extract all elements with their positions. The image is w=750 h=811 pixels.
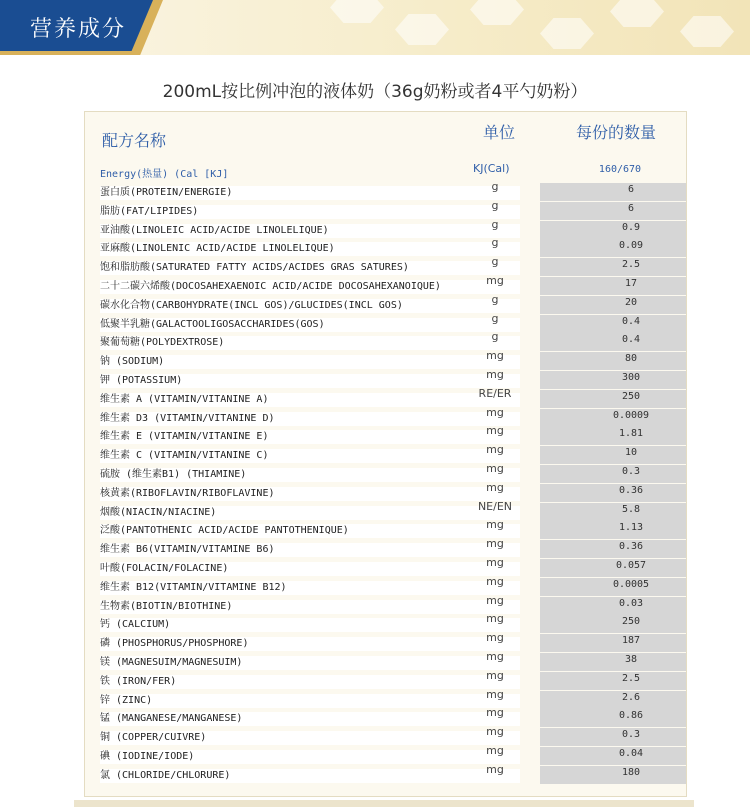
nutrition-table	[84, 111, 687, 797]
column-header-name: 配方名称	[102, 131, 167, 150]
nutrient-value: 0.9	[621, 221, 641, 233]
table-row	[85, 443, 686, 465]
nutrient-name: 聚葡萄糖(POLYDEXTROSE)	[100, 336, 520, 350]
nutrient-value: 0.0009	[612, 409, 650, 421]
table-row	[85, 706, 686, 728]
nutrient-unit: mg	[486, 593, 504, 607]
nutrient-value: 0.36	[618, 541, 644, 553]
nutrient-unit: mg	[486, 668, 504, 682]
nutrient-unit: mg	[486, 762, 504, 776]
nutrient-name: 泛酸(PANTOTHENIC ACID/ACIDE PANTOTHENIQUE)	[100, 524, 520, 538]
table-row	[85, 537, 686, 559]
nutrient-value: 17	[624, 277, 638, 289]
nutrient-value: 0.3	[621, 465, 641, 477]
table-row	[85, 762, 686, 785]
nutrient-name: 二十二碳六烯酸(DOCOSAHEXAENOIC ACID/ACIDE DOCOSAHEXANOIQUE)	[100, 280, 520, 294]
table-row	[85, 405, 686, 428]
table-row	[85, 480, 686, 503]
nutrient-value: 0.3	[621, 729, 641, 741]
table-row	[85, 236, 686, 258]
nutrient-name: 磷 (PHOSPHORUS/PHOSPHORE)	[100, 637, 520, 651]
table-row	[85, 311, 686, 334]
nutrient-value: 0.057	[615, 559, 647, 571]
hexagon-decoration	[330, 0, 384, 23]
nutrient-value: 38	[624, 653, 638, 665]
nutrient-unit: mg	[486, 405, 504, 419]
nutrient-value: 80	[624, 353, 638, 365]
nutrient-unit: g	[491, 217, 499, 231]
nutrient-value: 250	[621, 390, 641, 402]
hexagon-decoration	[470, 0, 524, 25]
table-row	[85, 668, 686, 691]
energy-row-unit: KJ(Cal)	[473, 162, 510, 175]
table-row	[85, 424, 686, 446]
nutrient-unit: mg	[486, 273, 504, 287]
nutrient-name: 蛋白质(PROTEIN/ENERGIE)	[100, 186, 520, 200]
nutrient-unit: g	[491, 198, 499, 212]
hexagon-decoration	[610, 0, 664, 27]
nutrient-unit: mg	[486, 555, 504, 569]
nutrient-value: 0.4	[621, 315, 641, 327]
nutrient-name: 维生素 E (VITAMIN/VITANINE E)	[100, 430, 520, 444]
table-row	[85, 574, 686, 597]
nutrient-value: 0.4	[621, 334, 641, 346]
nutrient-value: 0.09	[618, 240, 644, 252]
nutrient-name: 锰 (MANGANESE/MANGANESE)	[100, 712, 520, 726]
nutrient-value: 0.86	[618, 710, 644, 722]
nutrient-unit: g	[491, 236, 499, 250]
hexagon-decoration	[540, 18, 594, 49]
nutrient-unit: mg	[486, 443, 504, 457]
section-banner	[0, 0, 750, 55]
nutrient-unit: g	[491, 292, 499, 306]
nutrient-unit: g	[491, 311, 499, 325]
nutrient-name: 铁 (IRON/FER)	[100, 675, 520, 689]
nutrient-name: 脂肪(FAT/LIPIDES)	[100, 205, 520, 219]
nutrient-unit: mg	[486, 461, 504, 475]
nutrient-unit: mg	[486, 424, 504, 438]
column-header-unit: 单位	[483, 123, 516, 142]
nutrient-unit: mg	[486, 649, 504, 663]
nutrient-name: 铜 (COPPER/CUIVRE)	[100, 731, 520, 745]
nutrient-name: 核黄素(RIBOFLAVIN/RIBOFLAVINE)	[100, 487, 520, 501]
nutrient-value: 180	[621, 766, 641, 778]
nutrient-unit: mg	[486, 480, 504, 494]
nutrient-unit: mg	[486, 687, 504, 701]
bottom-divider	[74, 800, 694, 807]
table-row	[85, 499, 686, 522]
nutrient-name: 维生素 C (VITAMIN/VITANINE C)	[100, 449, 520, 463]
table-row	[85, 631, 686, 653]
nutrient-value: 2.5	[621, 259, 641, 271]
nutrient-name: 维生素 B12(VITAMIN/VITAMINE B12)	[100, 581, 520, 595]
nutrient-name: 碘 (IODINE/IODE)	[100, 750, 520, 764]
nutrient-name: 钙 (CALCIUM)	[100, 618, 520, 632]
table-row	[85, 386, 686, 409]
nutrient-name: 烟酸(NIACIN/NIACINE)	[100, 506, 520, 520]
nutrient-value: 2.5	[621, 672, 641, 684]
nutrient-name: 亚油酸(LINOLEIC ACID/ACIDE LINOLELIQUE)	[100, 224, 520, 238]
nutrient-name: 维生素 D3 (VITAMIN/VITANINE D)	[100, 412, 520, 426]
energy-row-name: Energy(热量) (Cal [KJ]	[100, 169, 229, 180]
nutrient-value: 1.13	[618, 522, 644, 534]
nutrient-value: 1.81	[618, 428, 644, 440]
nutrient-rows	[85, 180, 686, 785]
table-row	[85, 273, 686, 296]
table-row	[85, 593, 686, 616]
table-row	[85, 180, 686, 202]
nutrient-unit: NE/EN	[477, 499, 513, 513]
table-row	[85, 349, 686, 371]
nutrient-name: 硫胺 (维生素B1) (THIAMINE)	[100, 468, 520, 482]
nutrient-name: 碳水化合物(CARBOHYDRATE(INCL GOS)/GLUCIDES(INCL GOS)	[100, 299, 520, 313]
nutrient-name: 锌 (ZINC)	[100, 694, 520, 708]
nutrient-name: 氯 (CHLORIDE/CHLORURE)	[100, 769, 520, 783]
nutrient-name: 钾 (POTASSIUM)	[100, 374, 520, 388]
banner-title: 营养成分	[30, 17, 127, 42]
nutrient-value: 5.8	[621, 503, 641, 515]
page-subtitle: 200mL按比例冲泡的液体奶（36g奶粉或者4平勺奶粉）	[162, 82, 588, 102]
hexagon-decoration	[680, 16, 734, 47]
nutrient-unit: mg	[486, 612, 504, 626]
nutrient-unit: RE/ER	[478, 386, 512, 400]
nutrient-value: 2.6	[621, 691, 641, 703]
nutrient-value: 6	[627, 202, 635, 214]
table-row	[85, 743, 686, 766]
nutrient-unit: g	[491, 255, 499, 269]
table-row	[85, 198, 686, 221]
nutrient-value: 0.0005	[612, 578, 650, 590]
nutrient-value: 20	[624, 296, 638, 308]
table-row	[85, 725, 686, 747]
nutrient-value: 300	[621, 371, 641, 383]
nutrient-value: 6	[627, 184, 635, 195]
table-row	[85, 367, 686, 390]
table-row	[85, 330, 686, 352]
table-row	[85, 255, 686, 277]
nutrient-name: 镁 (MAGNESUIM/MAGNESUIM)	[100, 656, 520, 670]
table-row	[85, 649, 686, 672]
nutrient-name: 饱和脂肪酸(SATURATED FATTY ACIDS/ACIDES GRAS SATURES)	[100, 261, 520, 275]
table-row	[85, 612, 686, 634]
nutrient-unit: mg	[486, 518, 504, 532]
nutrient-name: 叶酸(FOLACIN/FOLACINE)	[100, 562, 520, 576]
table-row	[85, 687, 686, 710]
column-header-amount: 每份的数量	[576, 123, 657, 142]
nutrient-unit: g	[491, 180, 499, 193]
energy-row-value: 160/670	[598, 164, 642, 175]
nutrient-value: 10	[624, 447, 638, 459]
table-row	[85, 292, 686, 315]
nutrient-name: 维生素 B6(VITAMIN/VITAMINE B6)	[100, 543, 520, 557]
table-row	[85, 217, 686, 240]
nutrient-unit: mg	[486, 706, 504, 720]
nutrient-unit: mg	[486, 574, 504, 588]
nutrient-unit: mg	[486, 349, 504, 363]
table-row	[85, 518, 686, 540]
nutrient-unit: mg	[486, 367, 504, 381]
nutrient-name: 钠 (SODIUM)	[100, 355, 520, 369]
nutrient-name: 生物素(BIOTIN/BIOTHINE)	[100, 600, 520, 614]
nutrient-unit: mg	[486, 725, 504, 739]
table-row	[85, 555, 686, 578]
nutrient-unit: mg	[486, 631, 504, 645]
nutrient-value: 250	[621, 616, 641, 628]
nutrient-name: 亚麻酸(LINOLENIC ACID/ACIDE LINOLELIQUE)	[100, 242, 520, 256]
nutrient-name: 维生素 A (VITAMIN/VITANINE A)	[100, 393, 520, 407]
nutrient-value: 0.03	[618, 597, 644, 609]
table-row	[85, 461, 686, 484]
nutrient-value: 187	[621, 635, 641, 647]
hexagon-decoration	[395, 14, 449, 45]
nutrient-unit: g	[491, 330, 499, 344]
nutrient-name: 低聚半乳糖(GALACTOOLIGOSACCHARIDES(GOS)	[100, 318, 520, 332]
nutrient-unit: mg	[486, 743, 504, 757]
nutrient-value: 0.04	[618, 747, 644, 759]
nutrient-value: 0.36	[618, 484, 644, 496]
nutrient-unit: mg	[486, 537, 504, 551]
